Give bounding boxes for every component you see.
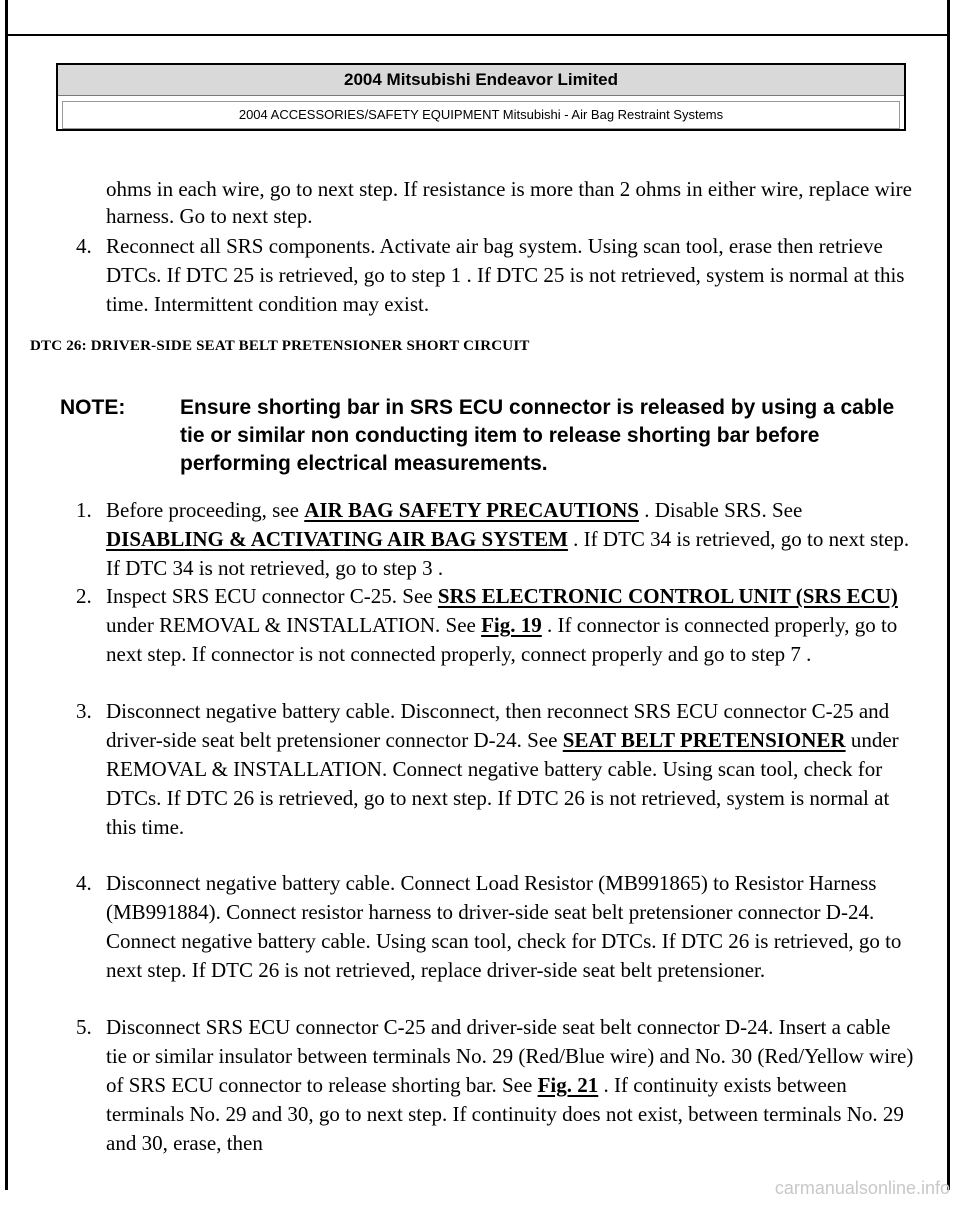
- link-seat-belt-pretensioner[interactable]: SEAT BELT PRETENSIONER: [562, 728, 846, 752]
- step-text: [106, 697, 916, 842]
- step-number: 4.: [76, 234, 92, 258]
- step-text: [106, 496, 916, 583]
- step-text: [106, 1013, 916, 1158]
- step-number: 3.: [76, 699, 92, 723]
- note-label: NOTE:: [60, 396, 126, 419]
- step-text-part: . Disable SRS. See: [638, 498, 803, 522]
- step-text-part: Before proceeding, see: [106, 498, 305, 522]
- link-air-bag-safety-precautions[interactable]: AIR BAG SAFETY PRECAUTIONS: [304, 498, 639, 522]
- step-text-part: . If DTC 34 is retrieved, go to next step. If DTC 34 is not retrieved, go to step 3 .: [106, 527, 910, 580]
- step-text-part: Disconnect SRS ECU connector C-25 and driver-side seat belt connector D-24. Insert a cable tie or similar insulator between terminals No. 29 (Red/Blue wire) and No. 30 (Red/Yellow wire) of SRS ECU connector to release shorting bar. See: [106, 1015, 914, 1097]
- step-text-part: . If connector is connected properly, go to next step. If connector is not connected properly, connect properly and go to step 7 .: [106, 613, 898, 666]
- step-text-part: Disconnect negative battery cable. Disconnect, then reconnect SRS ECU connector C-25 and driver-side seat belt pretensioner connector D-24. See: [106, 699, 890, 752]
- page-frame-left: [5, 0, 8, 1190]
- link-srs-electronic-control-unit[interactable]: SRS ELECTRONIC CONTROL UNIT (SRS ECU): [437, 584, 898, 608]
- link-disabling-activating-air-bag-system[interactable]: DISABLING & ACTIVATING AIR BAG SYSTEM: [106, 527, 568, 551]
- step-text-part: Inspect SRS ECU connector C-25. See: [106, 584, 438, 608]
- watermark-footer: [0, 1178, 960, 1199]
- step-number: 5.: [76, 1015, 92, 1039]
- step-number: 2.: [76, 584, 92, 608]
- continued-paragraph: ohms in each wire, go to next step. If resistance is more than 2 ohms in either wire, replace wire harness. Go to next step.: [106, 177, 912, 228]
- header-subtitle: 2004 ACCESSORIES/SAFETY EQUIPMENT Mitsubishi - Air Bag Restraint Systems: [62, 101, 900, 129]
- step-text-part: under REMOVAL & INSTALLATION. See: [106, 613, 482, 637]
- link-fig-19[interactable]: Fig. 19: [481, 613, 542, 637]
- step-text-part: under REMOVAL & INSTALLATION. Connect negative battery cable. Using scan tool, check for DTCs. If DTC 26 is retrieved, go to next step. If DTC 26 is not retrieved, system is normal at this time.: [106, 728, 899, 839]
- header-title: 2004 Mitsubishi Endeavor Limited: [58, 65, 904, 96]
- step-text: [106, 582, 916, 669]
- step-number: 1.: [76, 498, 92, 522]
- page-frame-right: [947, 0, 950, 1190]
- note-text: Ensure shorting bar in SRS ECU connector is released by using a cable tie or similar non conducting item to release shorting bar before performing electrical measurements.: [180, 396, 895, 475]
- section-heading: DTC 26: DRIVER-SIDE SEAT BELT PRETENSIONER SHORT CIRCUIT: [30, 338, 530, 354]
- page-frame-top: [5, 34, 950, 36]
- link-fig-21[interactable]: Fig. 21: [537, 1073, 599, 1097]
- watermark-text: carmanualsonline.info: [774, 1178, 950, 1198]
- step-text: Disconnect negative battery cable. Connect Load Resistor (MB991865) to Resistor Harness (MB991884). Connect resistor harness to driver-side seat belt pretensioner connector D-24. Connect negative battery cable. Using scan tool, check for DTCs. If DTC 26 is retrieved, go to next step. If DTC 26 is not retrieved, replace driver-side seat belt pretensioner.: [106, 871, 902, 982]
- step-text-part: . If continuity exists between terminals No. 29 and 30, go to next step. If continuity does not exist, between terminals No. 29 and 30, erase, then: [106, 1073, 904, 1155]
- step-text: Reconnect all SRS components. Activate air bag system. Using scan tool, erase then retrieve DTCs. If DTC 25 is retrieved, go to step 1 . If DTC 25 is not retrieved, system is normal at this time. Intermittent condition may exist.: [106, 234, 905, 316]
- step-number: 4.: [76, 871, 92, 895]
- document-header: [56, 63, 906, 131]
